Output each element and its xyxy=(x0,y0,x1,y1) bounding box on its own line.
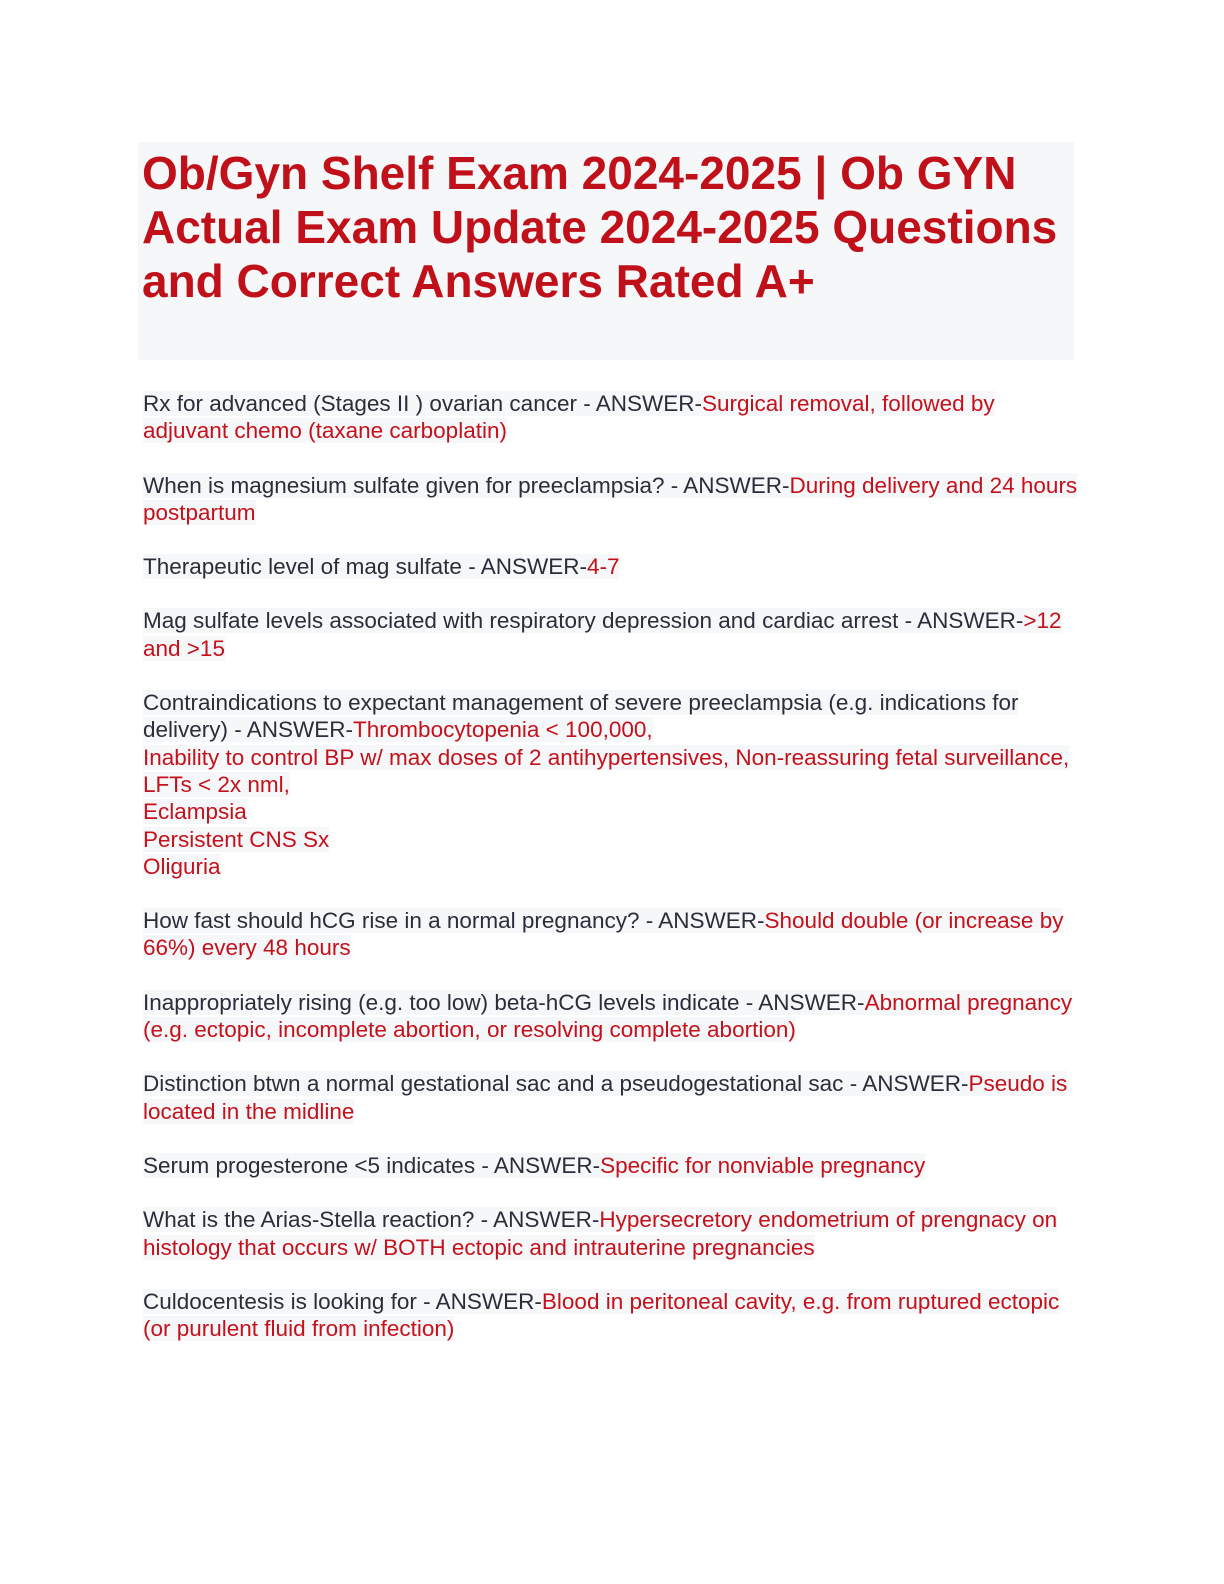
question-text: Serum progesterone <5 indicates xyxy=(143,1152,476,1178)
answer-text: During delivery and 24 hours postpartum xyxy=(143,472,1078,525)
question-text: Distinction btwn a normal gestational sac and a pseudogestational sac xyxy=(143,1071,844,1097)
answer-text: Abnormal pregnancy (e.g. ectopic, incomplete abortion, or resolving complete abortion) xyxy=(143,989,1073,1043)
qa-item xyxy=(143,1070,1083,1125)
answer-separator: - ANSWER- xyxy=(639,908,765,934)
question-text: How fast should hCG rise in a normal pregnancy? xyxy=(143,908,640,934)
answer-line xyxy=(143,744,1083,771)
answer-continuation xyxy=(143,744,1083,880)
answer-text: Hypersecretory endometrium of prengnacy on histology that occurs w/ BOTH ectopic and intrauterine pregnancies xyxy=(143,1207,1058,1260)
question-text: Therapeutic level of mag sulfate xyxy=(143,554,462,580)
document-title: Ob/Gyn Shelf Exam 2024-2025 | Ob GYN Actual Exam Update 2024-2025 Questions and Correct Answers Rated A+ xyxy=(142,147,1058,307)
answer-line-text: LFTs < 2x nml, xyxy=(143,771,290,797)
qa-item xyxy=(143,989,1083,1044)
question-text: Rx for advanced (Stages II ) ovarian cancer xyxy=(143,391,577,416)
answer-line-text: Eclampsia xyxy=(143,799,247,825)
answer-text: Thrombocytopenia < 100,000, xyxy=(353,717,653,743)
answer-line xyxy=(143,826,1083,853)
answer-separator: - ANSWER- xyxy=(664,472,790,498)
answer-separator: - ANSWER- xyxy=(461,554,587,580)
answer-separator: - ANSWER- xyxy=(228,717,354,743)
answer-text: Surgical removal, followed by adjuvant chemo (taxane carboplatin) xyxy=(143,391,995,444)
question-text: Mag sulfate levels associated with respiratory depression and cardiac arrest xyxy=(143,608,899,634)
question-text: Inappropriately rising (e.g. too low) beta-hCG levels indicate xyxy=(143,989,740,1015)
qa-item xyxy=(143,1288,1083,1343)
title-block xyxy=(138,142,1074,360)
qa-item xyxy=(143,472,1083,527)
answer-line xyxy=(143,798,1083,825)
qa-item xyxy=(143,1206,1083,1261)
answer-text: 4-7 xyxy=(586,554,620,580)
answer-separator: - ANSWER- xyxy=(843,1071,969,1097)
qa-item xyxy=(143,907,1083,962)
question-text: Contraindications to expectant management of severe preeclampsia (e.g. indications for delivery) xyxy=(143,690,1019,743)
qa-item xyxy=(143,1152,1083,1179)
answer-separator: - ANSWER- xyxy=(474,1207,600,1233)
answer-text: Blood in peritoneal cavity, e.g. from ruptured ectopic (or purulent fluid from infection) xyxy=(143,1288,1060,1342)
qa-item xyxy=(143,390,1083,445)
answer-text: >12 and >15 xyxy=(143,608,1062,661)
answer-line-text: Persistent CNS Sx xyxy=(143,826,330,852)
answer-separator: - ANSWER- xyxy=(739,989,865,1015)
question-text: Culdocentesis is looking for xyxy=(143,1288,417,1314)
answer-text: Pseudo is located in the midline xyxy=(143,1071,1068,1124)
answer-separator: - ANSWER- xyxy=(416,1288,542,1314)
answer-text: Specific for nonviable pregnancy xyxy=(600,1152,926,1178)
qa-list xyxy=(143,390,1083,1369)
answer-separator: - ANSWER- xyxy=(475,1152,601,1178)
answer-separator: - ANSWER- xyxy=(898,608,1024,634)
question-text: What is the Arias-Stella reaction? xyxy=(143,1207,475,1233)
qa-item xyxy=(143,689,1083,880)
answer-separator: - ANSWER- xyxy=(576,391,702,416)
qa-item xyxy=(143,553,1083,580)
answer-line-text: Inability to control BP w/ max doses of 2 antihypertensives, Non-reassuring fetal surveillance, xyxy=(143,744,1070,770)
answer-line xyxy=(143,771,1083,798)
qa-item xyxy=(143,607,1083,662)
question-text: When is magnesium sulfate given for preeclampsia? xyxy=(143,472,665,498)
answer-line-text: Oliguria xyxy=(143,853,221,879)
answer-line xyxy=(143,853,1083,880)
answer-text: Should double (or increase by 66%) every 48 hours xyxy=(143,908,1064,961)
